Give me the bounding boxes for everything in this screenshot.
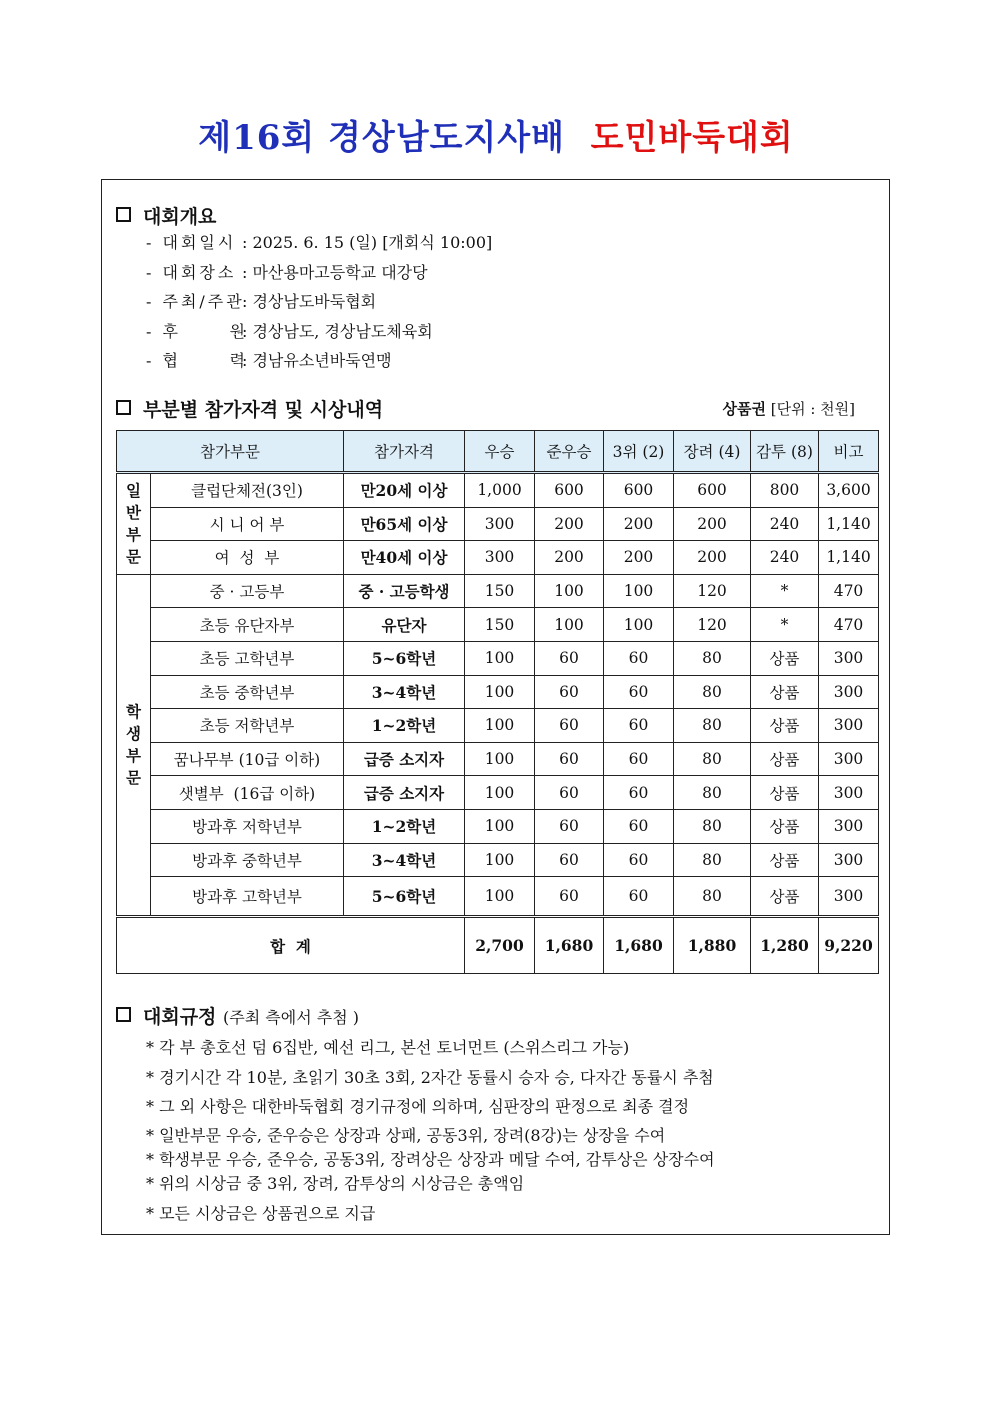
group-label-general xyxy=(117,473,151,575)
overview-row: - 대회장소 : 마산용마고등학교 대강당 xyxy=(146,262,428,282)
prize-cell: 150 xyxy=(465,574,535,608)
division-name: 방과후 저학년부 xyxy=(151,809,344,843)
prize-cell: 상품 xyxy=(751,742,819,776)
prize-cell: 100 xyxy=(465,709,535,743)
rule-item: * 위의 시상금 중 3위, 장려, 감투상의 시상금은 총액임 xyxy=(146,1174,525,1193)
prize-cell: 1,140 xyxy=(819,541,879,575)
title-part2: 도민바둑대회 xyxy=(590,118,794,158)
division-name: 클럽단체전(3인) xyxy=(151,473,344,508)
title-part1: 제16회 경상남도지사배 xyxy=(198,118,565,158)
table-row xyxy=(117,709,879,743)
prize-cell: 600 xyxy=(674,473,751,508)
total-cell: 9,220 xyxy=(819,917,879,974)
rule-item: * 경기시간 각 10분, 초읽기 30초 3회, 2자간 동률시 승자 승, 다자간 동률시 추첨 xyxy=(146,1068,714,1087)
prize-cell: 300 xyxy=(465,507,535,541)
prize-cell: 240 xyxy=(751,507,819,541)
qualification: 3~4학년 xyxy=(344,843,465,877)
prize-cell: 100 xyxy=(465,809,535,843)
prize-cell: 60 xyxy=(604,877,674,917)
prize-cell: 300 xyxy=(819,877,879,917)
qualification: 5~6학년 xyxy=(344,877,465,917)
page-title xyxy=(0,110,992,159)
prize-cell: 80 xyxy=(674,843,751,877)
prize-cell: 100 xyxy=(535,608,604,642)
prize-cell: 80 xyxy=(674,641,751,675)
prize-cell: 200 xyxy=(674,507,751,541)
total-row xyxy=(117,917,879,974)
prize-cell: 60 xyxy=(535,709,604,743)
prize-cell: 80 xyxy=(674,675,751,709)
prize-cell: 300 xyxy=(819,742,879,776)
prize-cell: 100 xyxy=(604,574,674,608)
prize-cell: 120 xyxy=(674,608,751,642)
prize-cell: 200 xyxy=(535,507,604,541)
prize-cell: 200 xyxy=(604,507,674,541)
prize-cell: 60 xyxy=(535,675,604,709)
prize-cell: 60 xyxy=(535,742,604,776)
total-cell: 1,280 xyxy=(751,917,819,974)
prize-cell: 300 xyxy=(465,541,535,575)
prize-cell: 300 xyxy=(819,843,879,877)
prize-cell: 60 xyxy=(604,675,674,709)
prize-cell: 470 xyxy=(819,574,879,608)
qualification: 만65세 이상 xyxy=(344,507,465,541)
prize-cell: 300 xyxy=(819,709,879,743)
overview-row: - 주최/주관: 경상남도바둑협회 xyxy=(146,292,377,311)
table-row xyxy=(117,473,879,508)
prize-cell: 300 xyxy=(819,675,879,709)
overview-row: - 후 원: 경상남도, 경상남도체육회 xyxy=(146,321,433,341)
qualification: 1~2학년 xyxy=(344,709,465,743)
table-row xyxy=(117,742,879,776)
prize-cell: 60 xyxy=(604,641,674,675)
qualification: 3~4학년 xyxy=(344,675,465,709)
prize-cell: * xyxy=(751,574,819,608)
prize-cell: 600 xyxy=(535,473,604,508)
division-name: 꿈나무부 (10급 이하) xyxy=(151,742,344,776)
prize-cell: 100 xyxy=(465,843,535,877)
prize-cell: 600 xyxy=(604,473,674,508)
col-header: 준우승 xyxy=(535,431,604,473)
division-name: 방과후 중학년부 xyxy=(151,843,344,877)
division-name: 샛별부 (16급 이하) xyxy=(151,776,344,810)
prize-cell: 1,000 xyxy=(465,473,535,508)
division-name: 중 · 고등부 xyxy=(151,574,344,608)
qualification: 급증 소지자 xyxy=(344,742,465,776)
prize-cell: 60 xyxy=(535,843,604,877)
qualification: 만20세 이상 xyxy=(344,473,465,508)
prize-cell: 60 xyxy=(604,742,674,776)
prize-cell: 470 xyxy=(819,608,879,642)
section-heading-prizes: 부분별 참가자격 및 시상내역 xyxy=(116,395,383,422)
prize-cell: 200 xyxy=(535,541,604,575)
table-row xyxy=(117,507,879,541)
prize-cell: 60 xyxy=(604,809,674,843)
col-header: 참가부문 xyxy=(117,431,344,473)
table-header-row xyxy=(117,431,879,473)
prize-cell: 60 xyxy=(535,776,604,810)
prize-cell: 60 xyxy=(604,776,674,810)
section-heading-rules: 대회규정 (주최 측에서 추첨 ) xyxy=(116,1002,359,1029)
table-row xyxy=(117,641,879,675)
group-label-text: 학생부문 xyxy=(126,701,141,787)
total-label: 합 계 xyxy=(117,917,465,974)
prize-cell: 80 xyxy=(674,742,751,776)
prize-cell: 상품 xyxy=(751,877,819,917)
overview-list xyxy=(146,228,492,376)
prize-cell: 80 xyxy=(674,877,751,917)
col-header: 우승 xyxy=(465,431,535,473)
prize-table xyxy=(116,430,879,974)
table-row xyxy=(117,541,879,575)
qualification: 5~6학년 xyxy=(344,641,465,675)
checkbox-bullet-icon xyxy=(116,400,131,415)
table-row xyxy=(117,608,879,642)
total-cell: 2,700 xyxy=(465,917,535,974)
group-label-student xyxy=(117,574,151,916)
qualification: 중 · 고등학생 xyxy=(344,574,465,608)
overview-row: - 대회일시 : 2025. 6. 15 (일) [개회식 10:00] xyxy=(146,233,493,252)
prize-cell: 80 xyxy=(674,776,751,810)
section-heading-overview: 대회개요 xyxy=(116,202,216,229)
qualification: 유단자 xyxy=(344,608,465,642)
division-name: 초등 저학년부 xyxy=(151,709,344,743)
table-row xyxy=(117,809,879,843)
prize-cell: 100 xyxy=(465,742,535,776)
prize-cell: 300 xyxy=(819,776,879,810)
prize-cell: 100 xyxy=(465,877,535,917)
group-label-text: 일반부문 xyxy=(126,480,141,566)
division-name: 방과후 고학년부 xyxy=(151,877,344,917)
prize-cell: 200 xyxy=(674,541,751,575)
qualification: 만40세 이상 xyxy=(344,541,465,575)
prize-cell: 300 xyxy=(819,809,879,843)
prize-cell: 60 xyxy=(535,877,604,917)
division-name: 초등 고학년부 xyxy=(151,641,344,675)
prize-cell: 60 xyxy=(604,709,674,743)
col-header: 장려 (4) xyxy=(674,431,751,473)
total-cell: 1,680 xyxy=(604,917,674,974)
prize-cell: 100 xyxy=(535,574,604,608)
division-name: 초등 중학년부 xyxy=(151,675,344,709)
prize-cell: 상품 xyxy=(751,776,819,810)
prize-cell: 240 xyxy=(751,541,819,575)
qualification: 1~2학년 xyxy=(344,809,465,843)
table-row xyxy=(117,843,879,877)
rule-item: * 모든 시상금은 상품권으로 지급 xyxy=(146,1204,376,1223)
col-header: 감투 (8) xyxy=(751,431,819,473)
prize-cell: 100 xyxy=(465,641,535,675)
prize-cell: 300 xyxy=(819,641,879,675)
prize-cell: 상품 xyxy=(751,709,819,743)
table-row xyxy=(117,776,879,810)
total-cell: 1,680 xyxy=(535,917,604,974)
rule-item: * 각 부 총호선 덤 6집반, 예선 리그, 본선 토너먼트 (스위스리그 가능) xyxy=(146,1038,630,1057)
table-row xyxy=(117,675,879,709)
checkbox-bullet-icon xyxy=(116,207,131,222)
prize-cell: 200 xyxy=(604,541,674,575)
content-frame xyxy=(101,179,890,1235)
checkbox-bullet-icon xyxy=(116,1007,131,1022)
prize-cell: 800 xyxy=(751,473,819,508)
prize-cell: 150 xyxy=(465,608,535,642)
division-name: 여 성 부 xyxy=(151,541,344,575)
prize-cell: * xyxy=(751,608,819,642)
prize-cell: 3,600 xyxy=(819,473,879,508)
prize-cell: 100 xyxy=(465,675,535,709)
prize-cell: 상품 xyxy=(751,641,819,675)
overview-row: - 협 력: 경남유소년바둑연맹 xyxy=(146,351,392,370)
prize-cell: 100 xyxy=(465,776,535,810)
prize-cell: 100 xyxy=(604,608,674,642)
rules-note: (주최 측에서 추첨 ) xyxy=(223,1008,359,1027)
prize-cell: 1,140 xyxy=(819,507,879,541)
rule-item: * 학생부문 우승, 준우승, 공동3위, 장려상은 상장과 메달 수여, 감투상은 상장수여 xyxy=(146,1150,715,1169)
prize-cell: 60 xyxy=(535,641,604,675)
qualification: 급증 소지자 xyxy=(344,776,465,810)
prize-cell: 120 xyxy=(674,574,751,608)
table-row xyxy=(117,877,879,917)
prize-cell: 80 xyxy=(674,809,751,843)
unit-note: 상품권 [단위 : 천원] xyxy=(722,400,855,418)
division-name: 초등 유단자부 xyxy=(151,608,344,642)
table-row xyxy=(117,574,879,608)
rule-item: * 일반부문 우승, 준우승은 상장과 상패, 공동3위, 장려(8강)는 상장을 수여 xyxy=(146,1126,666,1145)
division-name: 시 니 어 부 xyxy=(151,507,344,541)
prize-cell: 상품 xyxy=(751,809,819,843)
col-header: 참가자격 xyxy=(344,431,465,473)
total-cell: 1,880 xyxy=(674,917,751,974)
prize-cell: 상품 xyxy=(751,675,819,709)
rule-item: * 그 외 사항은 대한바둑협회 경기규정에 의하며, 심판장의 판정으로 최종 결정 xyxy=(146,1097,690,1116)
prize-cell: 60 xyxy=(535,809,604,843)
prize-cell: 80 xyxy=(674,709,751,743)
prize-cell: 60 xyxy=(604,843,674,877)
col-header: 3위 (2) xyxy=(604,431,674,473)
col-header: 비고 xyxy=(819,431,879,473)
prize-cell: 상품 xyxy=(751,843,819,877)
